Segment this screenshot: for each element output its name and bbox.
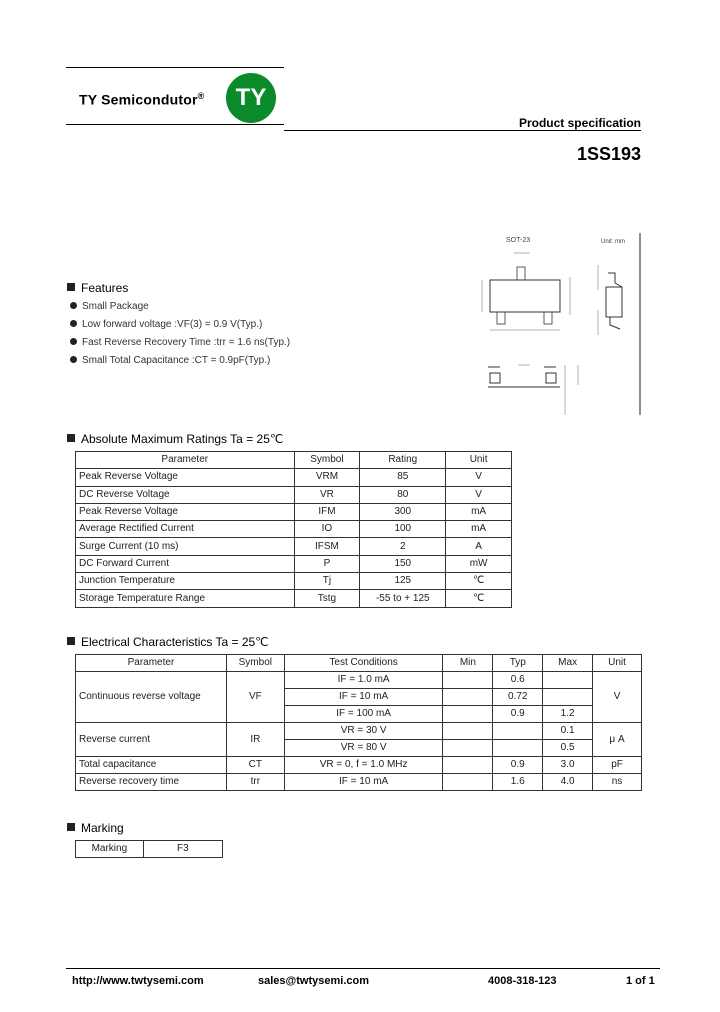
symbol-cell: P — [294, 555, 360, 572]
round-bullet-icon — [70, 338, 77, 345]
unit-cell: μ A — [593, 723, 642, 757]
header-cell: Unit — [446, 452, 512, 469]
header-cell: Min — [443, 655, 493, 672]
table-row — [76, 672, 642, 689]
unit-cell: V — [446, 469, 512, 486]
header-cell: Parameter — [76, 655, 227, 672]
product-specification-label: Product specification — [518, 116, 641, 130]
header-cell: Symbol — [226, 655, 284, 672]
parameter-cell: Peak Reverse Voltage — [76, 503, 295, 520]
table-row — [76, 503, 512, 520]
condition-cell: IF = 10 mA — [284, 689, 443, 706]
unit-cell: A — [446, 538, 512, 555]
square-bullet-icon — [67, 283, 75, 291]
absolute-max-table — [75, 451, 512, 608]
table-row — [76, 841, 223, 858]
typ-cell: 0.9 — [493, 706, 543, 723]
condition-cell: VR = 30 V — [284, 723, 443, 740]
parameter-cell: Junction Temperature — [76, 573, 295, 590]
table-header-row — [76, 452, 512, 469]
typ-cell: 0.72 — [493, 689, 543, 706]
parameter-cell: Total capacitance — [76, 757, 227, 774]
header-cell: Parameter — [76, 452, 295, 469]
footer-email-link[interactable]: sales@twtysemi.com — [258, 975, 369, 987]
condition-cell: VR = 80 V — [284, 740, 443, 757]
rating-cell: 2 — [360, 538, 446, 555]
parameter-cell: Peak Reverse Voltage — [76, 469, 295, 486]
symbol-cell: VRM — [294, 469, 360, 486]
part-number: 1SS193 — [576, 144, 641, 164]
symbol-cell: Tj — [294, 573, 360, 590]
round-bullet-icon — [70, 320, 77, 327]
symbol-cell: CT — [226, 757, 284, 774]
unit-cell: mA — [446, 503, 512, 520]
symbol-cell: IFM — [294, 503, 360, 520]
min-cell — [443, 672, 493, 689]
condition-cell: VR = 0, f = 1.0 MHz — [284, 757, 443, 774]
parameter-cell: DC Reverse Voltage — [76, 486, 295, 503]
absolute-max-heading: Absolute Maximum Ratings Ta = 25℃ — [67, 432, 283, 446]
symbol-cell: VR — [294, 486, 360, 503]
rating-cell: 80 — [360, 486, 446, 503]
typ-cell: 0.6 — [493, 672, 543, 689]
typ-cell: 0.9 — [493, 757, 543, 774]
condition-cell: IF = 10 mA — [284, 774, 443, 791]
symbol-cell: IR — [226, 723, 284, 757]
marking-table — [75, 840, 223, 858]
min-cell — [443, 706, 493, 723]
table-row — [76, 723, 642, 740]
feature-item: Small Total Capacitance :CT = 0.9pF(Typ.) — [70, 355, 270, 366]
symbol-cell: Tstg — [294, 590, 360, 607]
max-cell: 3.0 — [543, 757, 593, 774]
max-cell — [543, 672, 593, 689]
feature-item: Fast Reverse Recovery Time :trr = 1.6 ns(Typ.) — [70, 337, 290, 348]
table-row — [76, 774, 642, 791]
min-cell — [443, 740, 493, 757]
rating-cell: 125 — [360, 573, 446, 590]
condition-cell: IF = 100 mA — [284, 706, 443, 723]
max-cell: 4.0 — [543, 774, 593, 791]
min-cell — [443, 757, 493, 774]
unit-cell: pF — [593, 757, 642, 774]
unit-cell: V — [446, 486, 512, 503]
footer-page-number: 1 of 1 — [626, 975, 655, 987]
typ-cell — [493, 740, 543, 757]
round-bullet-icon — [70, 356, 77, 363]
parameter-cell: Continuous reverse voltage — [76, 672, 227, 723]
table-row — [76, 486, 512, 503]
rating-cell: 85 — [360, 469, 446, 486]
header-cell: Typ — [493, 655, 543, 672]
unit-cell: ℃ — [446, 573, 512, 590]
table-header-row — [76, 655, 642, 672]
table-row — [76, 590, 512, 607]
table-row — [76, 538, 512, 555]
table-row — [76, 757, 642, 774]
header-short-rule — [66, 124, 284, 125]
parameter-cell: Reverse current — [76, 723, 227, 757]
header-top-rule — [66, 67, 284, 68]
rating-cell: 150 — [360, 555, 446, 572]
min-cell — [443, 689, 493, 706]
rating-cell: 300 — [360, 503, 446, 520]
typ-cell — [493, 723, 543, 740]
marking-label-cell: Marking — [76, 841, 144, 858]
unit-cell: V — [593, 672, 642, 723]
footer-phone: 4008-318-123 — [488, 975, 557, 987]
table-row — [76, 573, 512, 590]
parameter-cell: Reverse recovery time — [76, 774, 227, 791]
package-unit: Unit: mm — [601, 239, 625, 245]
package-outline-drawing — [470, 225, 645, 420]
table-row — [76, 469, 512, 486]
min-cell — [443, 774, 493, 791]
condition-cell: IF = 1.0 mA — [284, 672, 443, 689]
feature-item: Low forward voltage :VF(3) = 0.9 V(Typ.) — [70, 319, 262, 330]
table-row — [76, 555, 512, 572]
max-cell: 1.2 — [543, 706, 593, 723]
square-bullet-icon — [67, 434, 75, 442]
header-cell: Rating — [360, 452, 446, 469]
parameter-cell: DC Forward Current — [76, 555, 295, 572]
typ-cell: 1.6 — [493, 774, 543, 791]
footer-rule — [66, 968, 660, 969]
symbol-cell: VF — [226, 672, 284, 723]
square-bullet-icon — [67, 637, 75, 645]
max-cell — [543, 689, 593, 706]
company-logo: TY — [226, 73, 276, 123]
electrical-characteristics-table — [75, 654, 642, 791]
parameter-cell: Surge Current (10 ms) — [76, 538, 295, 555]
rating-cell: -55 to + 125 — [360, 590, 446, 607]
marking-value-cell: F3 — [143, 841, 222, 858]
header-cell: Unit — [593, 655, 642, 672]
parameter-cell: Storage Temperature Range — [76, 590, 295, 607]
symbol-cell: trr — [226, 774, 284, 791]
min-cell — [443, 723, 493, 740]
square-bullet-icon — [67, 823, 75, 831]
footer-website-link[interactable]: http://www.twtysemi.com — [72, 975, 204, 987]
marking-heading: Marking — [67, 821, 124, 835]
package-name: SOT-23 — [506, 237, 531, 244]
unit-cell: mA — [446, 521, 512, 538]
symbol-cell: IO — [294, 521, 360, 538]
unit-cell: ℃ — [446, 590, 512, 607]
symbol-cell: IFSM — [294, 538, 360, 555]
header-cell: Max — [543, 655, 593, 672]
header-cell: Symbol — [294, 452, 360, 469]
max-cell: 0.1 — [543, 723, 593, 740]
unit-cell: mW — [446, 555, 512, 572]
company-name: TY Semicondutor® — [79, 91, 205, 108]
electrical-heading: Electrical Characteristics Ta = 25℃ — [67, 635, 269, 649]
parameter-cell: Average Rectified Current — [76, 521, 295, 538]
header-long-rule — [284, 130, 641, 131]
features-heading: Features — [67, 281, 128, 295]
feature-item: Small Package — [70, 301, 149, 312]
round-bullet-icon — [70, 302, 77, 309]
header-cell: Test Conditions — [284, 655, 443, 672]
unit-cell: ns — [593, 774, 642, 791]
rating-cell: 100 — [360, 521, 446, 538]
table-row — [76, 521, 512, 538]
max-cell: 0.5 — [543, 740, 593, 757]
